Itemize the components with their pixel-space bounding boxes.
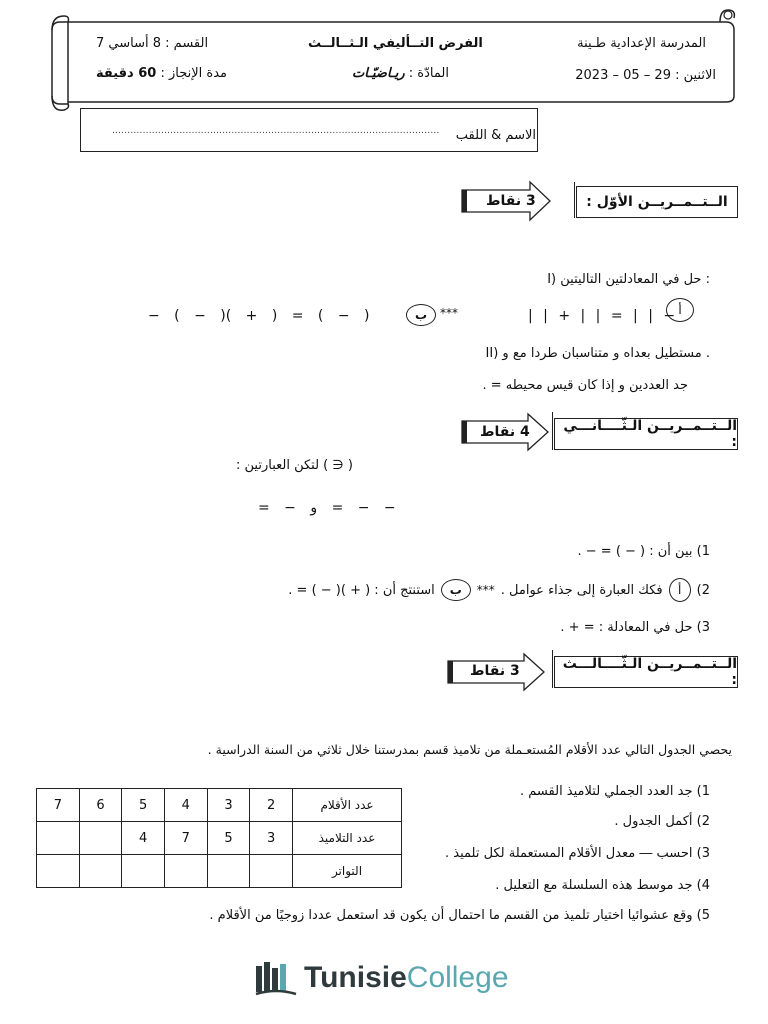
table-cell[interactable] <box>79 855 122 888</box>
table-cell: 7 <box>164 822 207 855</box>
table-cell: 7 <box>37 789 80 822</box>
ex1-part2-text2: جد العددين و إذا كان قيس محيطه = . <box>482 378 688 393</box>
ex2-q2-text2: استنتج أن : ( + )( − ) = . <box>288 582 435 598</box>
ex3-q3-label: 3) <box>696 846 710 861</box>
ex1-part2-text: مستطيل بعداه و متناسبان طردا مع و . <box>502 346 710 361</box>
header-scroll-frame <box>48 8 738 112</box>
table-cell: 5 <box>122 789 165 822</box>
table-cell[interactable] <box>250 855 293 888</box>
ex1-part1 <box>547 272 710 287</box>
subject-line <box>352 66 449 81</box>
ex1-eq-b: ( − ) = ( + )( − ) − <box>148 308 370 324</box>
subject-value: ريـاضيّـات <box>352 66 405 81</box>
ex1-part2 <box>486 346 710 361</box>
table-cell[interactable] <box>37 822 80 855</box>
ex2-q3-label: 3) <box>696 620 710 635</box>
table-cell: 5 <box>207 822 250 855</box>
table-cell[interactable] <box>164 855 207 888</box>
row-label-pens: عدد الأقلام <box>293 789 402 822</box>
table-cell: 2 <box>250 789 293 822</box>
exercise3-title-curl <box>552 650 559 688</box>
table-row-frequency <box>37 855 402 888</box>
table-cell[interactable] <box>37 855 80 888</box>
exam-date: الاثنين : 29 – 05 – 2023 <box>575 68 716 83</box>
ex2-q2-label: 2) <box>696 582 710 598</box>
ex1-stars: *** <box>440 306 458 320</box>
ex2-expressions: − − = و − = <box>258 500 396 516</box>
ex3-q4-text: جد موسط هذه السلسلة مع التعليل . <box>495 878 693 893</box>
exercise3-title: الــتــمــريــن الـثّــــالـــث : <box>554 656 738 688</box>
logo-text-tunisie: Tunisie <box>304 961 407 994</box>
ex3-q2-label: 2) <box>696 814 710 829</box>
duration-line <box>96 66 227 81</box>
ex1-part1-text: حل في المعادلتين التاليتين : <box>560 272 710 287</box>
ex1-part2-label: II) <box>485 346 499 361</box>
ex2-q2-stars: *** <box>476 583 495 597</box>
ex2-q1-text: بين أن : ( − ) = − . <box>577 544 693 559</box>
exercise1-title: الــتــمــريــن الأوّل : <box>576 186 738 218</box>
ex3-q5-label: 5) <box>696 908 710 923</box>
ex3-q1 <box>520 784 710 799</box>
exercise3-points: 3 نقاط <box>470 663 520 679</box>
table-cell[interactable] <box>79 822 122 855</box>
ex2-intro: ( ∈ ) لتكن العبارتين : <box>236 458 353 473</box>
exercise1-title-curl <box>574 182 581 218</box>
book-icon <box>254 958 298 998</box>
ex3-q3-text: احسب ― معدل الأقلام المستعملة لكل تلميذ . <box>445 846 693 861</box>
row-label-frequency: التواتر <box>293 855 402 888</box>
ex3-q3 <box>445 846 710 861</box>
ex3-q4-label: 4) <box>696 878 710 893</box>
ex2-q3-text: حل في المعادلة : = + . <box>560 620 693 635</box>
class-label: القسم : 8 أساسي 7 <box>96 36 209 51</box>
b-badge-circle: ب <box>406 304 436 326</box>
ex2-q2-b-badge: ب <box>441 579 471 601</box>
school-name: المدرسة الإعدادية طـينة <box>577 36 706 51</box>
table-cell[interactable] <box>207 855 250 888</box>
table-row-pens <box>37 789 402 822</box>
frequency-table <box>36 788 402 888</box>
ex2-q1-label: 1) <box>696 544 710 559</box>
ex2-q2-text: فكك العبارة إلى جذاء عوامل . <box>500 582 663 598</box>
duration-label: مدة الإنجاز : <box>160 66 228 81</box>
ex1-b-badge <box>406 304 436 326</box>
ex3-q2 <box>614 814 710 829</box>
name-dots: ........................................................................................................... <box>112 126 440 136</box>
table-cell: 3 <box>250 822 293 855</box>
ex2-q3 <box>560 620 710 635</box>
row-label-students: عدد التلاميذ <box>293 822 402 855</box>
ex3-intro: يحصي الجدول التالي عدد الأقلام المُستعـملة من تلاميذ قسم بمدرستنا خلال ثلاثي من السنة الدراسية . <box>207 742 732 757</box>
ex1-eq-a: | | + | | = | | − <box>528 308 676 324</box>
ex2-q2-a-badge: أ <box>669 578 691 602</box>
ex3-q1-text: جد العدد الجملي لتلاميذ القسم . <box>520 784 693 799</box>
logo-text-college: College <box>406 961 509 994</box>
a-badge-circle: أ <box>666 298 694 322</box>
ex3-q1-label: 1) <box>696 784 710 799</box>
subject-label: المادّة : <box>408 66 449 81</box>
table-cell[interactable] <box>122 855 165 888</box>
ex2-q2 <box>288 578 710 602</box>
table-cell: 4 <box>122 822 165 855</box>
table-row-students <box>37 822 402 855</box>
table-cell: 3 <box>207 789 250 822</box>
exercise1-points: 3 نقاط <box>486 193 536 209</box>
ex3-q2-text: أكمل الجدول . <box>614 814 693 829</box>
exercise2-title-curl <box>552 412 559 450</box>
ex3-q5-text: وقع عشوائيا اختيار تلميذ من القسم ما احتمال أن يكون قد استعمل عددا زوجيًا من الأقلام . <box>209 908 693 923</box>
table-cell: 4 <box>164 789 207 822</box>
duration-value: 60 دقيقة <box>96 66 157 81</box>
ex3-q5 <box>209 908 710 923</box>
name-label: الاسم & اللقب <box>455 128 536 143</box>
exercise2-points: 4 نقاط <box>480 424 530 440</box>
ex1-part1-label: I) <box>547 272 557 287</box>
exam-title: الفرض التــأليفي الـثــالــث <box>308 36 483 51</box>
ex3-q4 <box>495 878 710 893</box>
table-cell: 6 <box>79 789 122 822</box>
tunisiecollege-logo <box>254 958 509 998</box>
exercise2-title: الــتــمــريــن الـثّــــانـــي : <box>554 418 738 450</box>
ex2-q1 <box>578 544 711 559</box>
